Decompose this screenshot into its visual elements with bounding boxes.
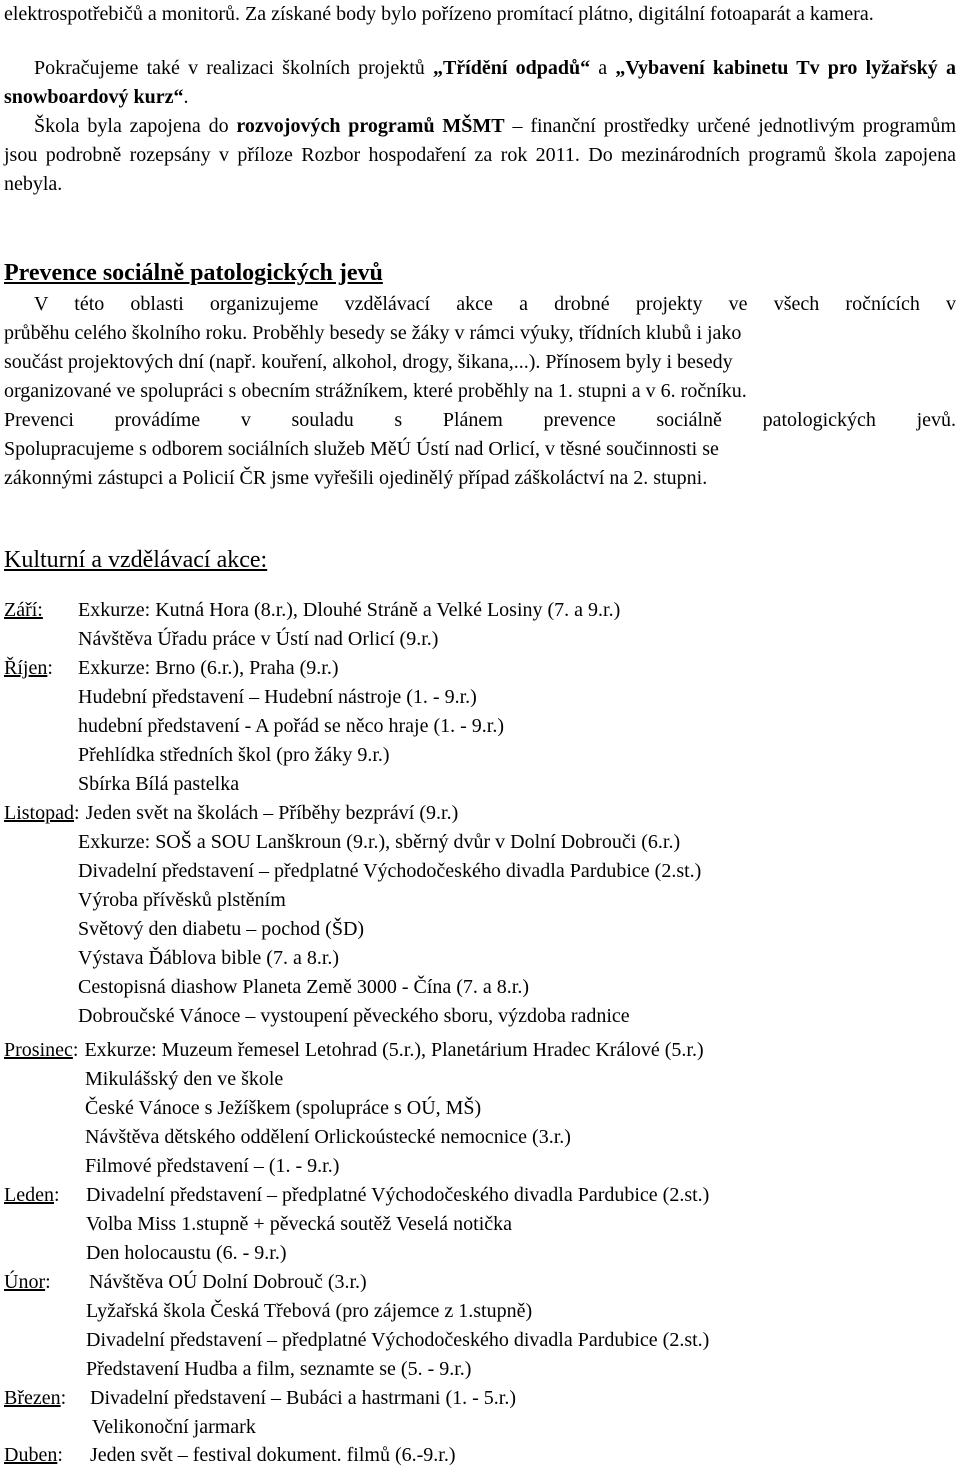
event-item: Světový den diabetu – pochod (ŠD) (78, 918, 365, 940)
month-label: Prosinec (4, 1039, 73, 1061)
month-separator: : (74, 802, 80, 824)
event-item: Návštěva dětského oddělení Orlickoústecké nemocnice (3.r.) (85, 1126, 571, 1148)
month-row (4, 1181, 60, 1210)
event-item: Dobroučské Vánoce – vystoupení pěveckého sboru, výzdoba radnice (78, 1005, 630, 1027)
event-item: Výroba přívěsků plstěním (78, 889, 286, 911)
month-separator: : (72, 1039, 79, 1061)
event-item: Filmové představení – (1. - 9.r.) (85, 1155, 340, 1177)
event-item: Divadelní představení – předplatné Východočeského divadla Pardubice (2.st.) (86, 1329, 710, 1351)
month-label: Leden (4, 1184, 54, 1206)
intro-paragraph-2 (4, 54, 956, 112)
month-row (4, 654, 53, 683)
event-item: Přehlídka středních škol (pro žáky 9.r.) (78, 744, 390, 766)
event-item: České Vánoce s Ježíškem (spolupráce s OÚ, MŠ) (85, 1097, 482, 1119)
month-row (4, 799, 80, 828)
event-item: Návštěva OÚ Dolní Dobrouč (3.r.) (89, 1271, 367, 1293)
event-item: Sbírka Bílá pastelka (78, 773, 240, 795)
month-separator: : (57, 1444, 63, 1466)
month-label: Březen (4, 1387, 61, 1409)
prevention-line: součást projektových dní (např. kouření, alkohol, drogy, šikana,...). Přínosem byly i besedy (4, 351, 733, 373)
event-item: Exkurze: Brno (6.r.), Praha (9.r.) (78, 657, 339, 679)
month-row (4, 596, 43, 625)
prevention-line: V této oblasti organizujeme vzdělávací akce a drobné projekty ve všech ročnících v (34, 293, 956, 315)
event-item: Divadelní představení – předplatné Východočeského divadla Pardubice (2.st.) (78, 860, 702, 882)
development-programs: rozvojových programů MŠMT (236, 115, 505, 137)
intro-paragraph-3 (4, 112, 956, 199)
project-vybaveni-kabinetu: „Vybavení kabinetu Tv pro lyžařský a snowboardový kurz“ (4, 57, 956, 108)
event-item: Exkurze: Muzeum řemesel Letohrad (5.r.), Planetárium Hradec Králové (5.r.) (84, 1039, 704, 1061)
event-item: Velikonoční jarmark (92, 1416, 256, 1438)
intro-p2-text: Pokračujeme také v realizaci školních projektů (34, 57, 433, 79)
month-row (4, 1036, 78, 1065)
event-item: Den holocaustu (6. - 9.r.) (86, 1242, 287, 1264)
prevention-line: zákonnými zástupci a Policií ČR jsme vyřešili ojedinělý případ záškoláctví na 2. stupni. (4, 467, 708, 489)
event-item: Volba Miss 1.stupně + pěvecká soutěž Veselá notička (86, 1213, 513, 1235)
month-separator: : (53, 1184, 60, 1206)
event-item: Výstava Ďáblova bible (7. a 8.r.) (78, 947, 340, 969)
month-row (4, 1268, 51, 1297)
month-separator: : (45, 1271, 51, 1293)
month-separator: : (60, 1387, 67, 1409)
month-label: Říjen (4, 657, 48, 679)
project-trideni-odpadu: „Třídění odpadů“ (432, 57, 591, 79)
month-separator: : (47, 657, 53, 679)
event-item: Exkurze: SOŠ a SOU Lanškroun (9.r.), sběrný dvůr v Dolní Dobrouči (6.r.) (78, 831, 681, 853)
event-item: hudební představení - A pořád se něco hraje (1. - 9.r.) (78, 715, 504, 737)
prevention-line: Spolupracujeme s odborem sociálních služeb MěÚ Ústí nad Orlicí, v těsné součinnosti se (4, 438, 719, 460)
intro-p3-text: Škola byla zapojena do (34, 115, 237, 137)
prevention-line: Prevenci provádíme v souladu s Plánem prevence sociálně patologických jevů. (4, 409, 956, 431)
event-item: Jeden svět na školách – Příběhy bezpráví (9.r.) (85, 802, 459, 824)
culture-heading: Kulturní a vzdělávací akce: (4, 547, 268, 573)
event-item: Lyžařská škola Česká Třebová (pro zájemce z 1.stupně) (86, 1300, 533, 1322)
event-item: Divadelní představení – Bubáci a hastrmani (1. - 5.r.) (90, 1387, 516, 1409)
intro-text-1: elektrospotřebičů a monitorů. Za získané body bylo pořízeno promítací plátno, digitální fotoaparát a kamera. (4, 3, 874, 25)
intro-paragraph-1 (4, 0, 956, 29)
event-item: Jeden svět – festival dokument. filmů (6.-9.r.) (90, 1444, 456, 1466)
event-item: Mikulášský den ve škole (85, 1068, 284, 1090)
event-item: Hudební představení – Hudební nástroje (1. - 9.r.) (78, 686, 477, 708)
prevention-heading: Prevence sociálně patologických jevů (4, 260, 383, 286)
month-label: Duben (4, 1444, 58, 1466)
month-label: Listopad (4, 802, 74, 824)
intro-p3-rest: – finanční prostředky určené jednotlivým programům jsou podrobně rozepsány v příloze Rozbor hospodaření za rok 2011. Do mezinárodních programů škola zapojena nebyla. (4, 115, 956, 195)
prevention-line: průběhu celého školního roku. Proběhly besedy se žáky v rámci výuky, třídních klubů i jako (4, 322, 742, 344)
month-label: Únor (4, 1271, 46, 1293)
event-item: Představení Hudba a film, seznamte se (5. - 9.r.) (86, 1358, 472, 1380)
month-row (4, 1441, 63, 1470)
event-item: Exkurze: Kutná Hora (8.r.), Dlouhé Stráně a Velké Losiny (7. a 9.r.) (78, 599, 621, 621)
month-row (4, 1384, 66, 1413)
event-item: Divadelní představení – předplatné Východočeského divadla Pardubice (2.st.) (86, 1184, 710, 1206)
intro-p2-conj: a (590, 57, 616, 79)
event-item: Návštěva Úřadu práce v Ústí nad Orlicí (9.r.) (78, 628, 439, 650)
intro-p2-end: . (183, 86, 189, 108)
month-label: Září: (4, 599, 43, 621)
prevention-line: organizované ve spolupráci s obecním strážníkem, které proběhly na 1. stupni a v 6. ročníku. (4, 380, 747, 402)
event-item: Cestopisná diashow Planeta Země 3000 - Čína (7. a 8.r.) (78, 976, 530, 998)
